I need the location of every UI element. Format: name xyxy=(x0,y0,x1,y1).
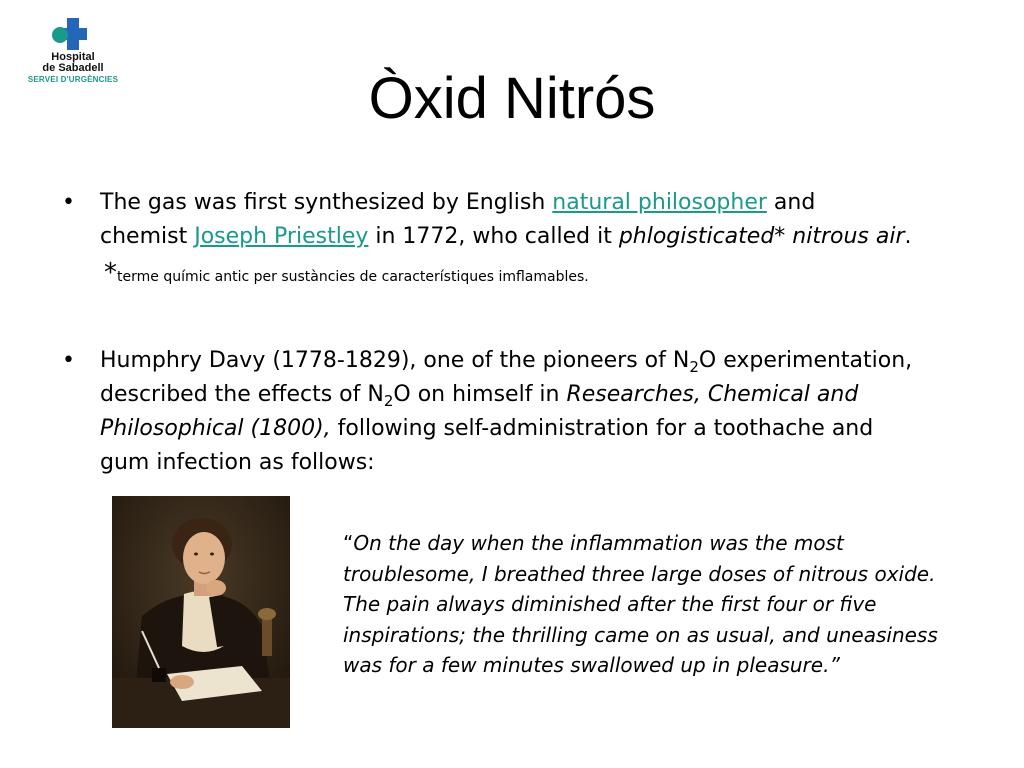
bullet-dot: • xyxy=(62,190,75,215)
quote-line-5: was for a few minutes swallowed up in pleasure.” xyxy=(343,653,840,677)
natural-philosopher-link[interactable]: natural philosopher xyxy=(552,190,767,215)
bullet2-t4: O on himself in xyxy=(393,382,567,407)
davy-quote xyxy=(343,528,983,681)
bullet1-text-b: and xyxy=(766,190,816,215)
bullet1-text-a: The gas was first synthesized by English xyxy=(100,190,553,215)
quote-line-2: troublesome, I breathed three large doses of nitrous oxide. xyxy=(343,561,936,586)
bullet-dot: • xyxy=(62,348,75,373)
bullet-text xyxy=(100,344,970,480)
quote-line-4: inspirations; the thrilling came on as usual, and uneasiness xyxy=(343,622,938,647)
logo-line-sabadell: de Sabadell xyxy=(42,62,104,74)
bullet2-t1: Humphry Davy (1778-1829), one of the pioneers of N xyxy=(100,348,690,373)
bullet1-text-e: . xyxy=(904,224,912,249)
quote-open-mark: “ xyxy=(343,531,354,555)
footnote-star: * xyxy=(104,258,117,288)
bullet1-text-d: in 1772, who called it xyxy=(368,224,619,249)
joseph-priestley-link[interactable]: Joseph Priestley xyxy=(194,224,369,249)
subscript-2: 2 xyxy=(689,358,699,376)
bullet1-text-c: chemist xyxy=(100,224,195,249)
footnote-text: terme químic antic per sustàncies de característiques imflamables. xyxy=(117,269,589,285)
slide-title: Òxid Nitrós xyxy=(368,66,656,131)
logo-line-servei: SERVEI D'URGÈNCIES xyxy=(27,75,119,84)
bullet2-t6: gum infection as follows: xyxy=(100,450,375,475)
bullet2-t5: following self-administration for a toothache and xyxy=(330,416,874,441)
bullet-text xyxy=(100,186,970,254)
bullet2-t2: O experimentation, xyxy=(698,348,913,373)
bullet2-t3: described the effects of N xyxy=(100,382,384,407)
subscript-2: 2 xyxy=(383,392,394,410)
footnote xyxy=(104,258,589,288)
bullet2-italic-2: Philosophical (1800), xyxy=(100,416,331,441)
bullet1-italic: phlogisticated* nitrous air xyxy=(618,224,905,249)
bullet2-italic-1: Researches, Chemical and xyxy=(566,382,859,407)
hospital-cross-icon xyxy=(49,16,97,52)
logo-line-hospital: Hospital xyxy=(51,51,95,63)
quote-line-1: On the day when the inflammation was the most xyxy=(353,531,844,555)
quote-line-3: The pain always diminished after the first four or five xyxy=(343,592,877,616)
davy-portrait-image xyxy=(112,496,290,728)
